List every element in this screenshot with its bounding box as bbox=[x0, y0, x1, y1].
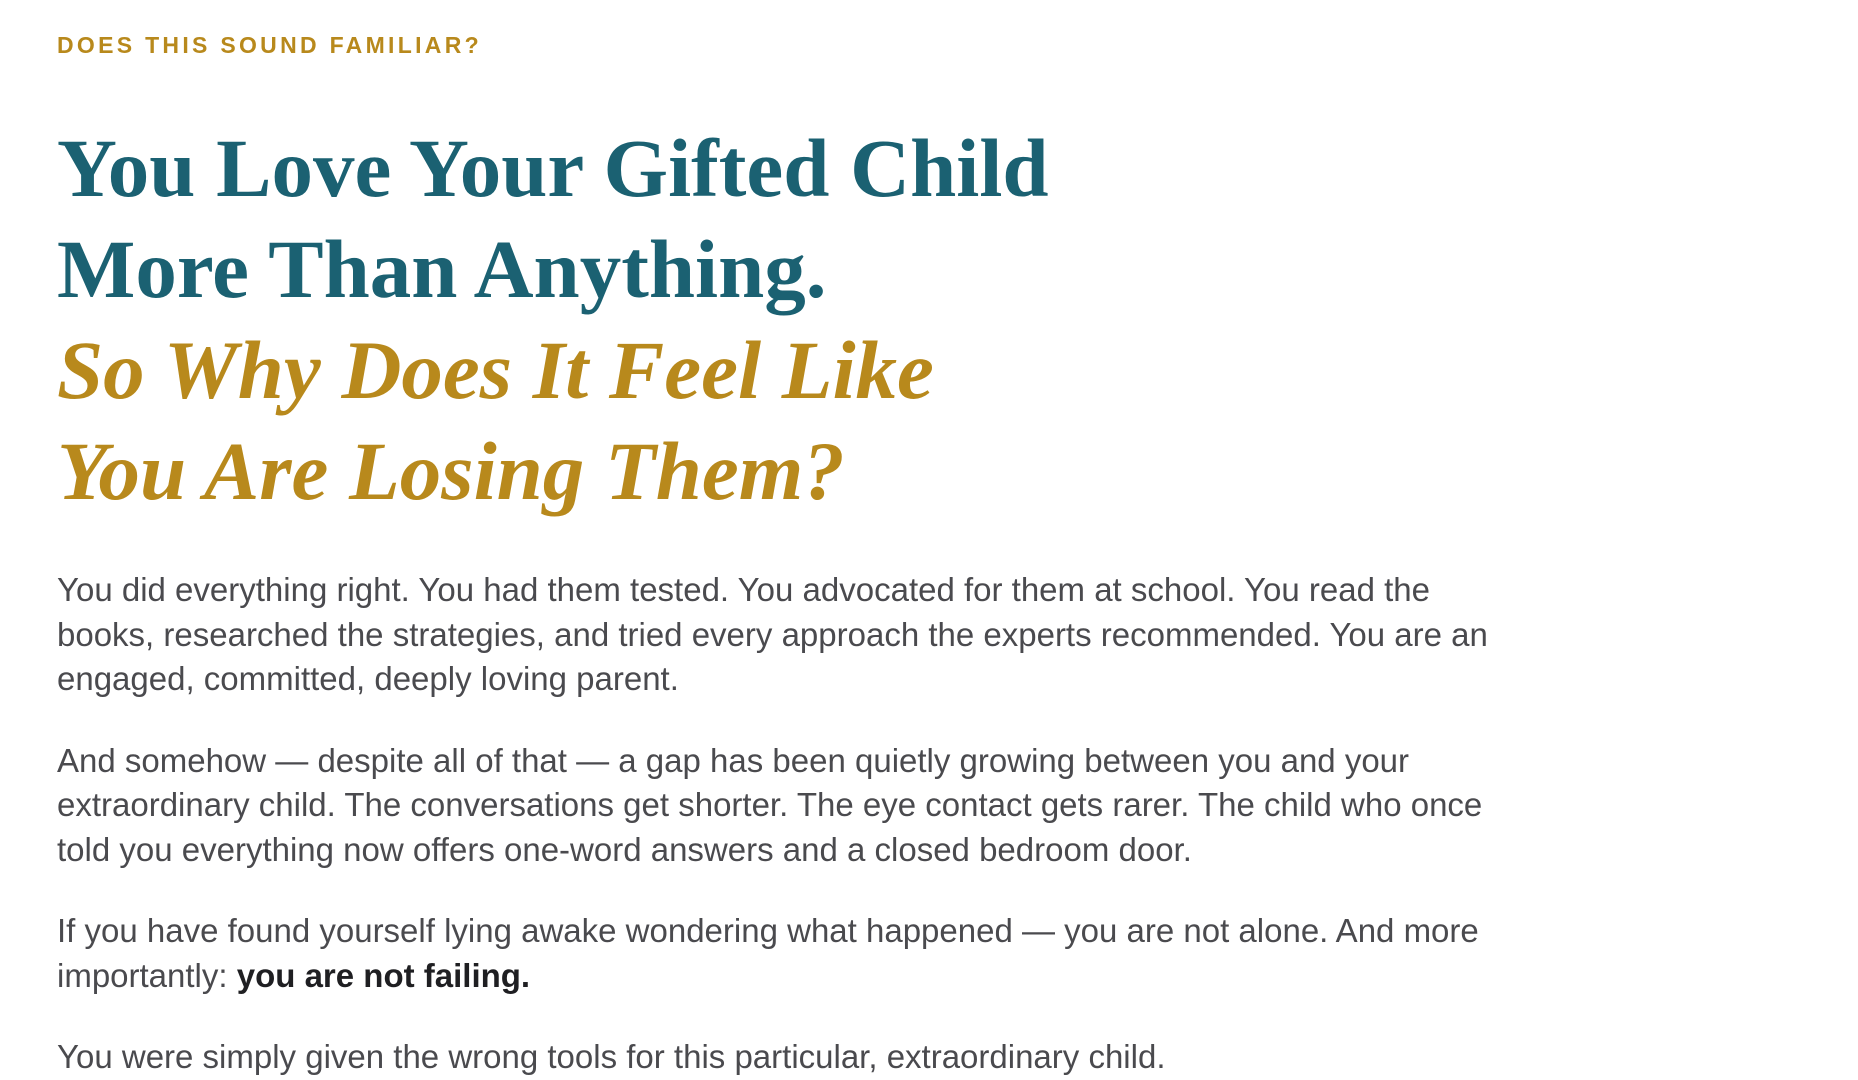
familiar-section bbox=[57, 0, 1557, 1080]
paragraph-3-lead: If you have found yourself lying awake wondering what happened — you are not alone. And more importantly: bbox=[57, 912, 1479, 994]
paragraph-4: You were simply given the wrong tools for this particular, extraordinary child. bbox=[57, 1038, 1166, 1075]
paragraph-1: You did everything right. You had them tested. You advocated for them at school. You read the books, researched the strategies, and tried every approach the experts recommended. You are an engaged, committed, deeply loving parent. bbox=[57, 571, 1488, 697]
section-eyebrow: DOES THIS SOUND FAMILIAR? bbox=[57, 32, 482, 58]
headline-line-1: You Love Your Gifted Child bbox=[57, 122, 1049, 214]
headline-line-2: More Than Anything. bbox=[57, 223, 827, 315]
paragraph-3-emphasis: you are not failing. bbox=[236, 956, 531, 994]
section-headline bbox=[57, 118, 1557, 522]
paragraph-3 bbox=[57, 909, 1527, 998]
headline-line-4: You Are Losing Them? bbox=[57, 425, 845, 517]
paragraph-2: And somehow — despite all of that — a gap has been quietly growing between you and your extraordinary child. The conversations get shorter. The eye contact gets rarer. The child who once told you everything now offers one-word answers and a closed bedroom door. bbox=[57, 741, 1483, 868]
headline-line-3: So Why Does It Feel Like bbox=[57, 324, 934, 416]
